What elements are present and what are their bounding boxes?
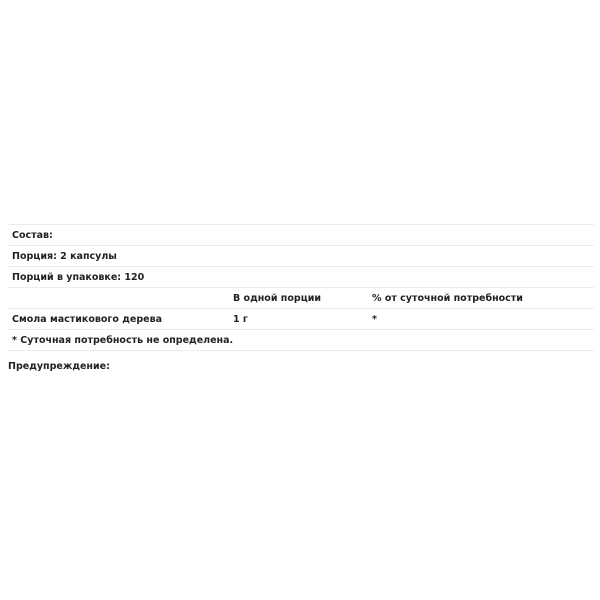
composition-row xyxy=(8,224,594,245)
servings-per-container-row xyxy=(8,266,594,287)
servings-per-container: Порций в упаковке: 120 xyxy=(12,271,145,283)
per-serving-column-header: В одной порции xyxy=(233,292,322,304)
table-header-row xyxy=(8,287,594,308)
supplement-facts-table xyxy=(8,224,594,351)
serving-size: Порция: 2 капсулы xyxy=(12,250,117,262)
warning-label: Предупреждение: xyxy=(8,361,110,372)
table-row xyxy=(8,308,594,329)
footnote-row xyxy=(8,329,594,351)
serving-size-row xyxy=(8,245,594,266)
daily-value-column-header: % от суточной потребности xyxy=(372,292,523,304)
ingredient-amount: 1 г xyxy=(233,313,248,325)
ingredient-name: Смола мастикового дерева xyxy=(12,313,163,325)
footnote: * Суточная потребность не определена. xyxy=(12,334,234,346)
ingredient-daily-value: * xyxy=(372,313,377,325)
composition-label: Состав: xyxy=(12,229,53,241)
